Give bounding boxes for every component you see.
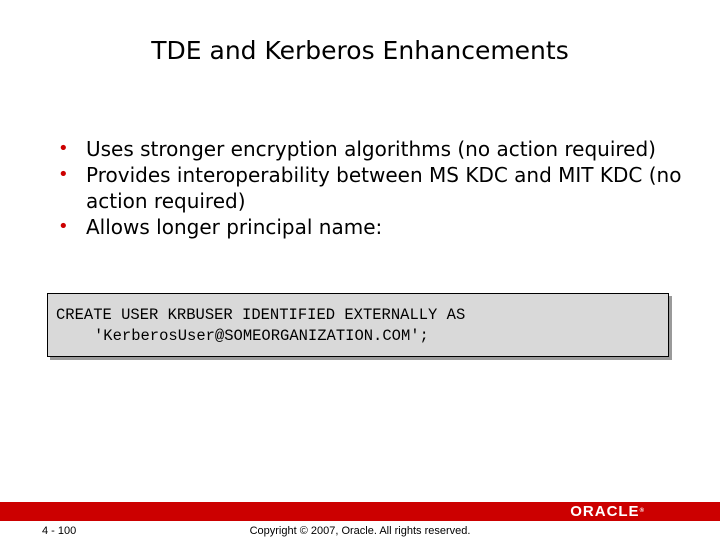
bullet-text: Uses stronger encryption algorithms (no action required) bbox=[86, 137, 656, 161]
bullet-dot-icon: • bbox=[58, 216, 69, 237]
bullet-dot-icon: • bbox=[58, 164, 69, 185]
bullet-list bbox=[58, 136, 698, 240]
bullet-item bbox=[58, 136, 698, 162]
bullet-item bbox=[58, 162, 698, 214]
oracle-logo-text: ORACLE bbox=[570, 503, 640, 520]
bullet-item bbox=[58, 214, 698, 240]
page-number: 4 - 100 bbox=[42, 525, 77, 537]
code-example-box bbox=[47, 293, 669, 357]
slide-title: TDE and Kerberos Enhancements bbox=[151, 36, 569, 65]
registered-mark: ® bbox=[639, 508, 644, 514]
code-line: CREATE USER KRBUSER IDENTIFIED EXTERNALLY AS bbox=[56, 306, 466, 324]
bullet-text: Allows longer principal name: bbox=[86, 215, 383, 239]
copyright-notice: Copyright © 2007, Oracle. All rights reserved. bbox=[249, 525, 471, 537]
code-line: 'KerberosUser@SOMEORGANIZATION.COM'; bbox=[94, 327, 429, 345]
bullet-text: Provides interoperability between MS KDC and MIT KDC (no action required) bbox=[86, 163, 682, 213]
oracle-logo bbox=[570, 503, 644, 520]
bullet-dot-icon: • bbox=[58, 138, 69, 159]
